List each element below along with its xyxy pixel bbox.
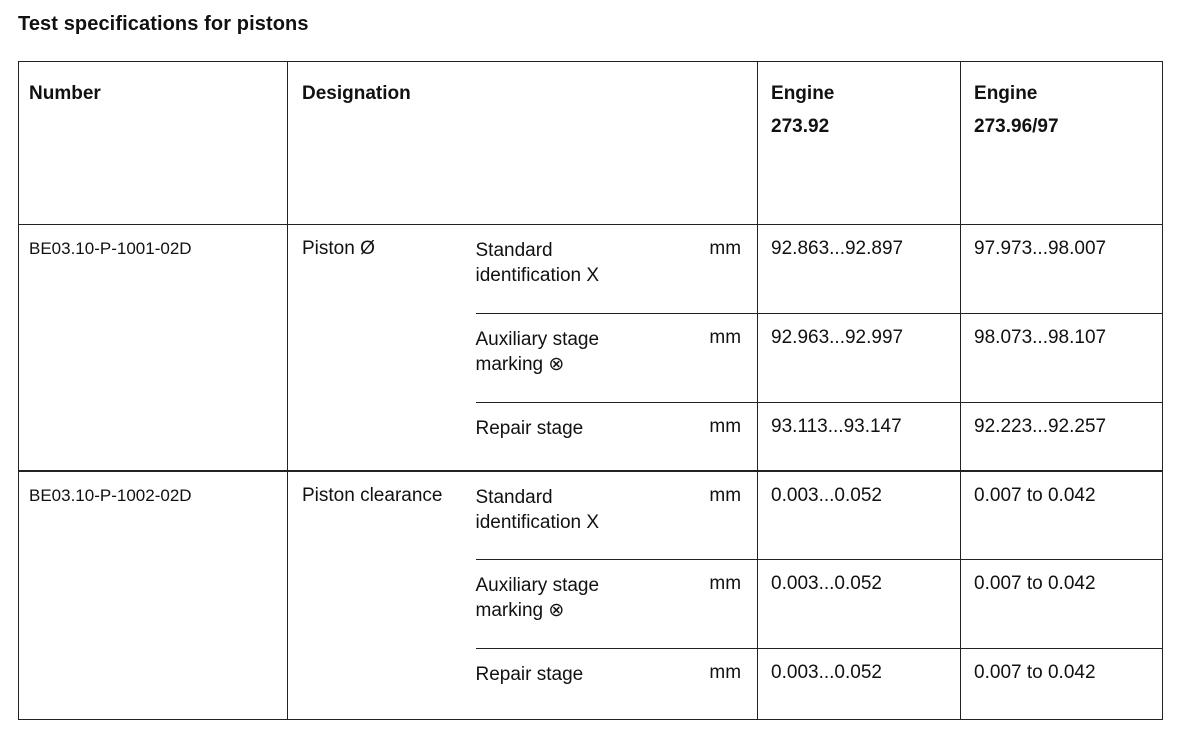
header-engine-1-code: 273.92 xyxy=(771,116,830,137)
stage-line: Standard xyxy=(475,240,553,261)
spec-designation: Piston clearance xyxy=(288,471,476,720)
stage-label xyxy=(476,403,686,471)
engine-1-value: 92.963...92.997 xyxy=(758,314,961,403)
engine-2-value: 98.073...98.107 xyxy=(961,314,1163,403)
engine-1-value: 93.113...93.147 xyxy=(758,403,961,471)
engine-2-value: 0.007 to 0.042 xyxy=(961,471,1163,560)
table-row xyxy=(19,225,1163,314)
stage-line: Auxiliary stage xyxy=(475,329,600,350)
unit: mm xyxy=(686,560,758,649)
table-row xyxy=(19,471,1163,560)
header-engine-2-code: 273.96/97 xyxy=(974,116,1059,137)
stage-label xyxy=(476,649,686,720)
engine-1-value: 0.003...0.052 xyxy=(758,560,961,649)
engine-1-value: 0.003...0.052 xyxy=(758,471,961,560)
unit: mm xyxy=(686,403,758,471)
engine-2-value: 92.223...92.257 xyxy=(961,403,1163,471)
spec-number: BE03.10-P-1002-02D xyxy=(19,471,288,720)
spec-number: BE03.10-P-1001-02D xyxy=(19,225,288,471)
header-designation: Designation xyxy=(288,62,758,225)
stage-line: identification X xyxy=(475,511,600,533)
piston-spec-table xyxy=(18,61,1163,720)
stage-label xyxy=(476,225,686,314)
engine-2-value: 97.973...98.007 xyxy=(961,225,1163,314)
stage-line: Auxiliary stage xyxy=(475,575,600,596)
stage-line: marking ⊗ xyxy=(475,600,565,621)
page-title: Test specifications for pistons xyxy=(18,13,309,35)
unit: mm xyxy=(686,225,758,314)
header-number: Number xyxy=(19,62,288,225)
engine-2-value: 0.007 to 0.042 xyxy=(961,560,1163,649)
stage-label xyxy=(476,471,686,560)
stage-label xyxy=(476,560,686,649)
unit: mm xyxy=(686,314,758,403)
header-engine-2 xyxy=(961,62,1163,225)
header-engine-1 xyxy=(758,62,961,225)
header-engine-2-label: Engine xyxy=(974,83,1038,104)
stage-line: marking ⊗ xyxy=(475,354,565,375)
stage-line: identification X xyxy=(475,265,600,286)
unit: mm xyxy=(686,471,758,560)
header-engine-1-label: Engine xyxy=(771,83,835,104)
stage-label xyxy=(476,314,686,403)
engine-2-value: 0.007 to 0.042 xyxy=(961,649,1163,720)
engine-1-value: 0.003...0.052 xyxy=(758,649,961,720)
unit: mm xyxy=(686,649,758,720)
table-header-row xyxy=(19,62,1163,225)
spec-designation: Piston Ø xyxy=(288,225,476,471)
engine-1-value: 92.863...92.897 xyxy=(758,225,961,314)
stage-line: Repair stage xyxy=(475,418,584,439)
stage-line: Repair stage xyxy=(475,664,584,685)
stage-line: Standard xyxy=(475,486,553,508)
